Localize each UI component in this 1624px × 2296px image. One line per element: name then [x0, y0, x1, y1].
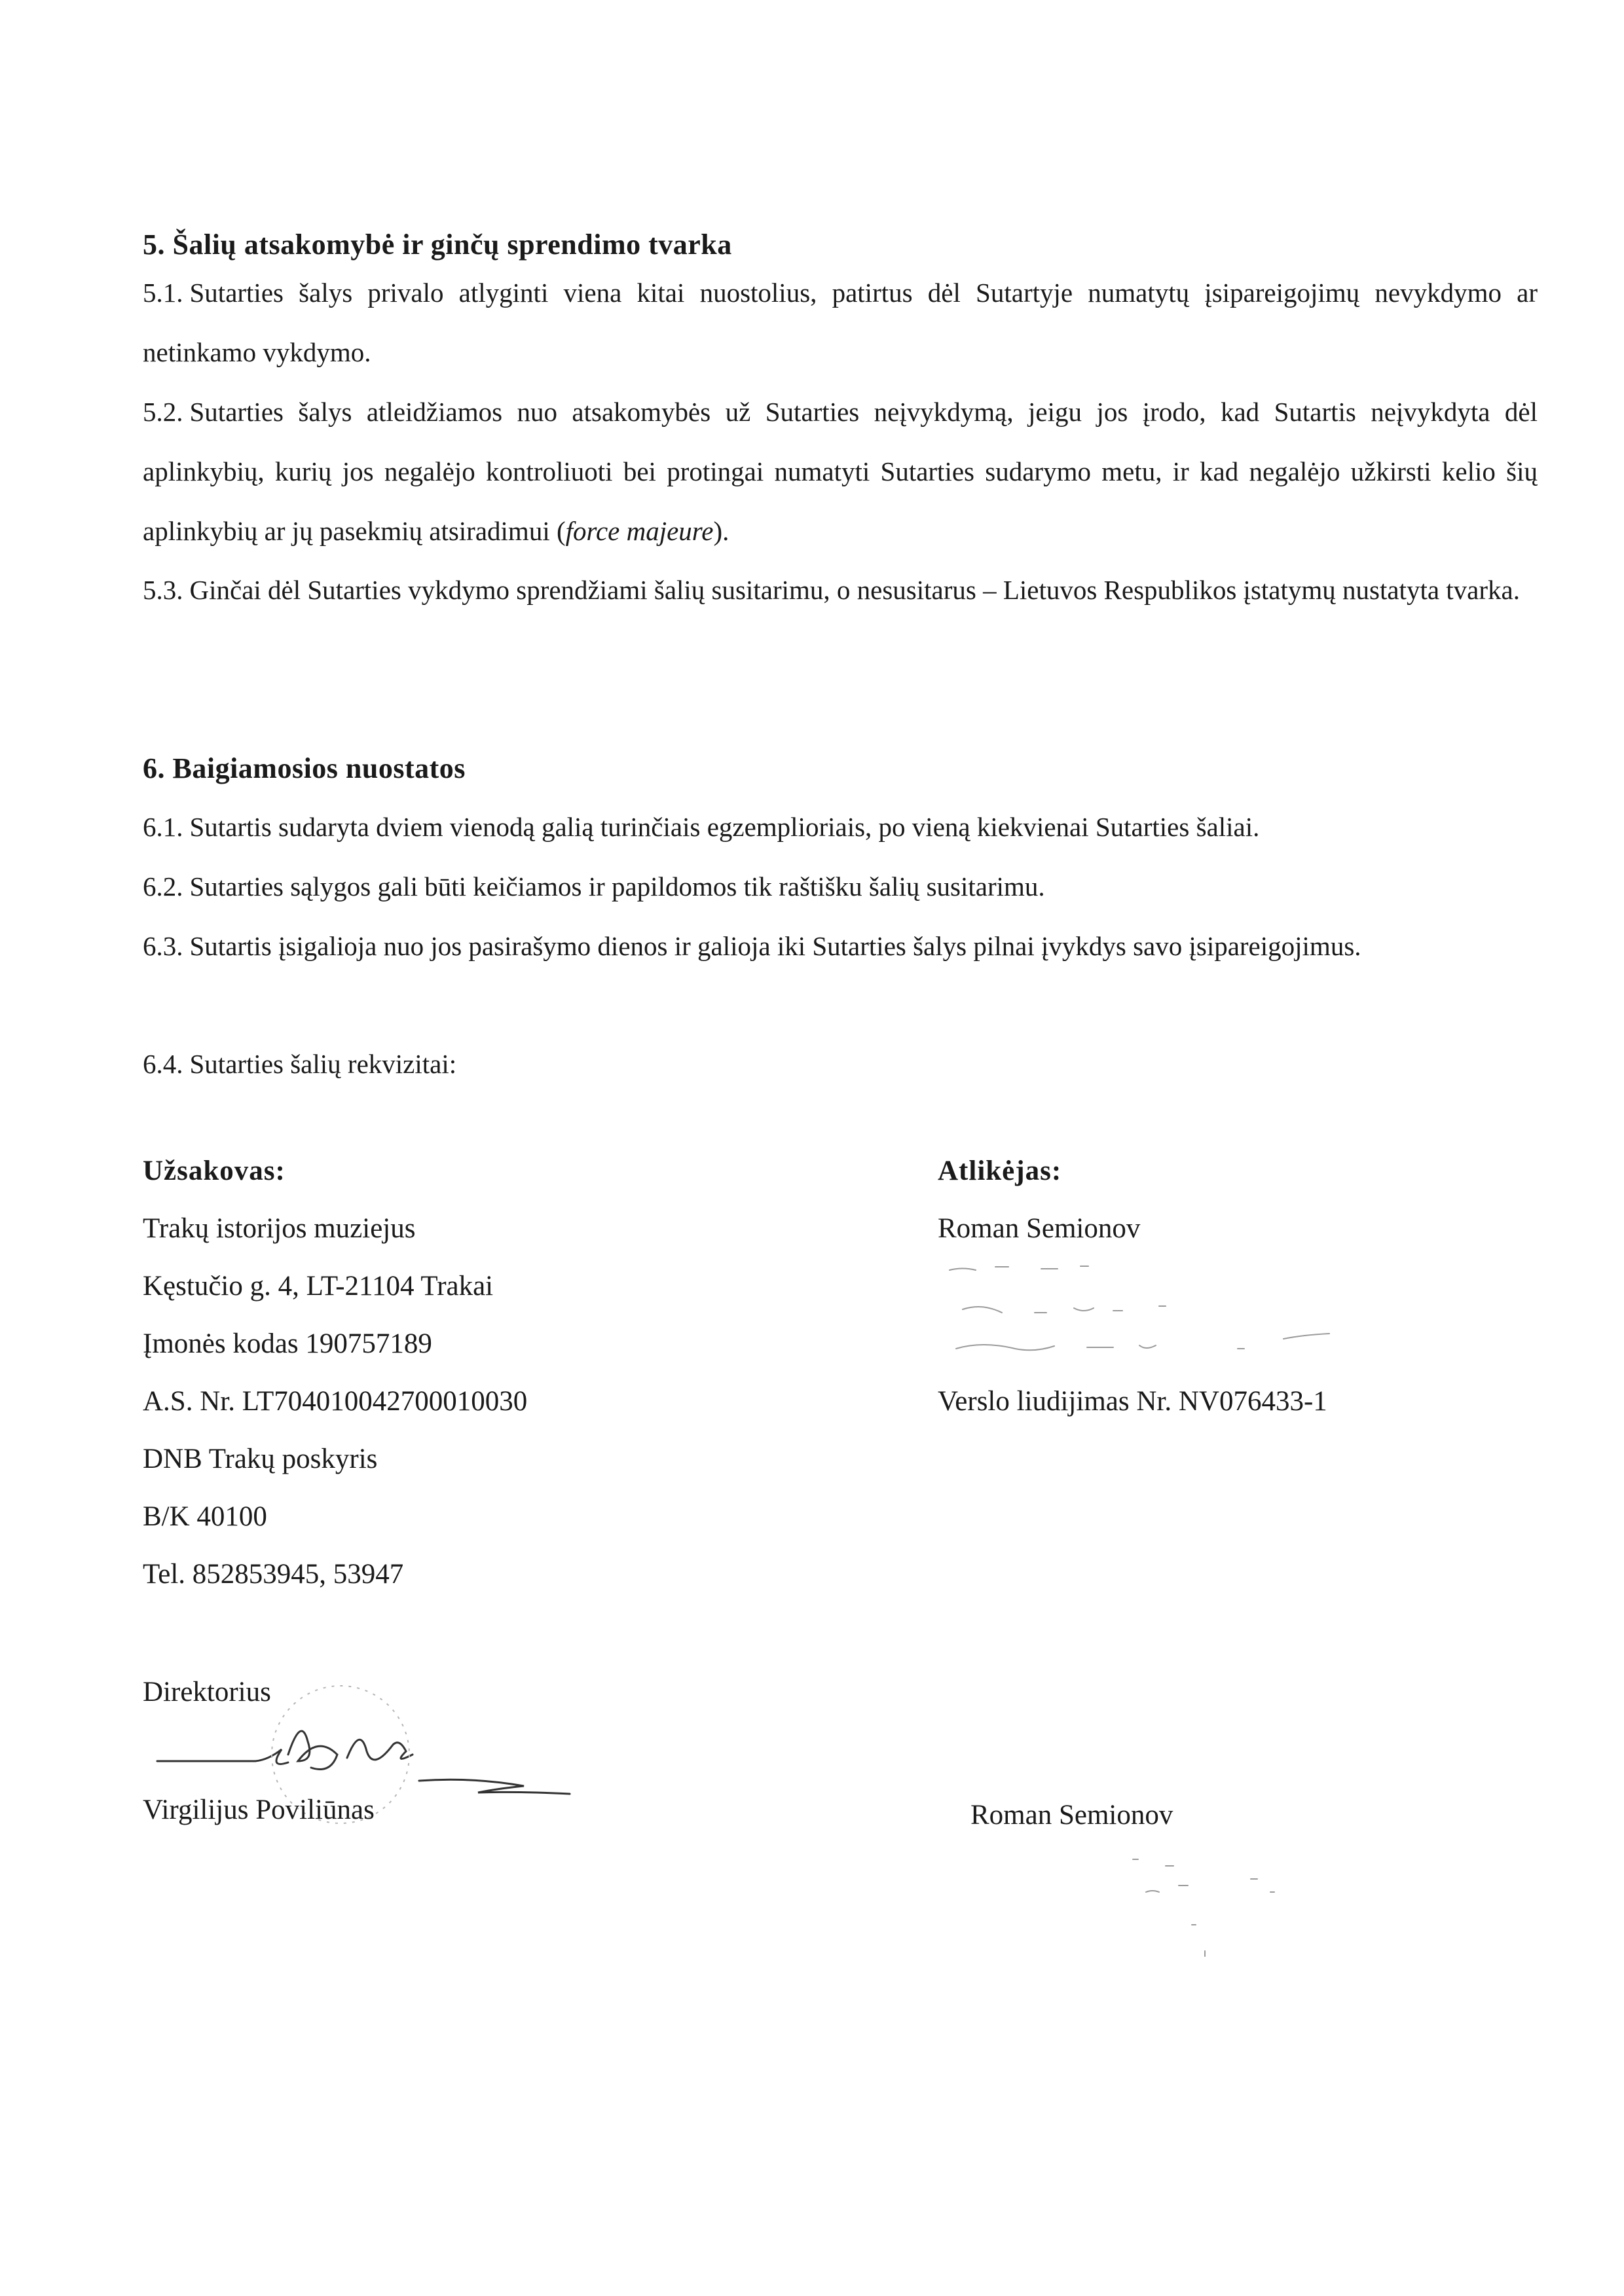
- customer-details: [143, 1142, 527, 1603]
- faint-mark: [963, 1306, 1166, 1313]
- customer-title: Užsakovas:: [143, 1156, 286, 1186]
- customer-line: A.S. Nr. LT704010042700010030: [143, 1386, 528, 1417]
- customer-line: Įmonės kodas 190757189: [143, 1328, 432, 1359]
- clause-6-2: [143, 857, 1538, 917]
- customer-line: Tel. 852853945, 53947: [143, 1559, 404, 1590]
- clause-text: Sutarties sąlygos gali būti keičiamos ir papildomos tik raštišku šalių susitarimu.: [189, 871, 1045, 902]
- contractor-license: Verslo liudijimas Nr. NV076433-1: [938, 1386, 1327, 1417]
- clause-6-3: [143, 917, 1538, 976]
- contractor-name: Roman Semionov: [938, 1213, 1141, 1244]
- customer-line: B/K 40100: [143, 1501, 267, 1532]
- clause-6-4: [143, 1034, 1538, 1094]
- clause-number: 6.3.: [143, 931, 183, 961]
- contractor-signer-name: Roman Semionov: [970, 1800, 1173, 1831]
- clause-5-2: [143, 382, 1538, 561]
- clause-text: Sutartis sudaryta dviem vienodą galią turinčiais egzemplioriais, po vieną kiekvienai Sutarties šaliai.: [189, 812, 1260, 842]
- contractor-faint-marks: [1107, 1846, 1316, 1977]
- clause-text: Sutarties šalių rekvizitai:: [189, 1049, 457, 1079]
- clause-number: 5.1.: [143, 278, 183, 308]
- clause-number: 6.2.: [143, 871, 183, 902]
- customer-line: DNB Trakų poskyris: [143, 1444, 378, 1474]
- director-name: Virgilijus Poviliūnas: [143, 1795, 375, 1825]
- director-label: Direktorius: [143, 1677, 271, 1707]
- clause-5-1: [143, 263, 1538, 382]
- clause-number: 6.4.: [143, 1049, 183, 1079]
- section-5-heading: 5. Šalių atsakomybė ir ginčų sprendimo tvarka: [143, 228, 732, 261]
- signature-stroke: [347, 1740, 413, 1760]
- clause-6-1: [143, 797, 1538, 857]
- contractor-title: Atlikėjas:: [938, 1156, 1062, 1186]
- clause-number: 6.1.: [143, 812, 183, 842]
- clause-text: Sutarties šalys atleidžiamos nuo atsakomybės už Sutarties neįvykdymą, jeigu jos įrodo, kad Sutartis neįvykdyta dėl aplinkybių, kurių jos negalėjo kontroliuoti bei protingai numatyti Sutarties sudarymo metu, ir kad negalėjo užkirsti kelio šių aplinkybių ar jų pasekmių atsiradimui (: [143, 397, 1538, 546]
- clause-text: Sutartis įsigalioja nuo jos pasirašymo dienos ir galioja iki Sutarties šalys pilnai įvykdys savo įsipareigojimus.: [189, 931, 1361, 961]
- faint-marks: [943, 1257, 1467, 1414]
- clause-number: 5.3.: [143, 575, 183, 605]
- faint-mark: [956, 1334, 1329, 1350]
- customer-line: Kęstučio g. 4, LT-21104 Trakai: [143, 1271, 494, 1302]
- clause-text: Sutarties šalys privalo atlyginti viena kitai nuostolius, patirtus dėl Sutartyje numatytų įsipareigojimų nevykdymo ar netinkamo vykdymo.: [143, 278, 1538, 367]
- faint-mark: [950, 1266, 1088, 1270]
- clause-text: Ginčai dėl Sutarties vykdymo sprendžiami šalių susitarimu, o nesusitarus – Lietuvos Respublikos įstatymų nustatyta tvarka.: [189, 575, 1520, 605]
- customer-line: Trakų istorijos muziejus: [143, 1213, 416, 1244]
- clause-5-3: [143, 560, 1538, 620]
- clause-text-tail: ).: [713, 516, 729, 546]
- faint-mark: [1133, 1859, 1274, 1956]
- signature-stroke: [157, 1749, 288, 1764]
- force-majeure-term: force majeure: [565, 516, 714, 546]
- section-6-heading: 6. Baigiamosios nuostatos: [143, 752, 466, 784]
- signature-stroke: [288, 1731, 337, 1770]
- signature-stroke: [419, 1779, 570, 1794]
- clause-number: 5.2.: [143, 397, 183, 427]
